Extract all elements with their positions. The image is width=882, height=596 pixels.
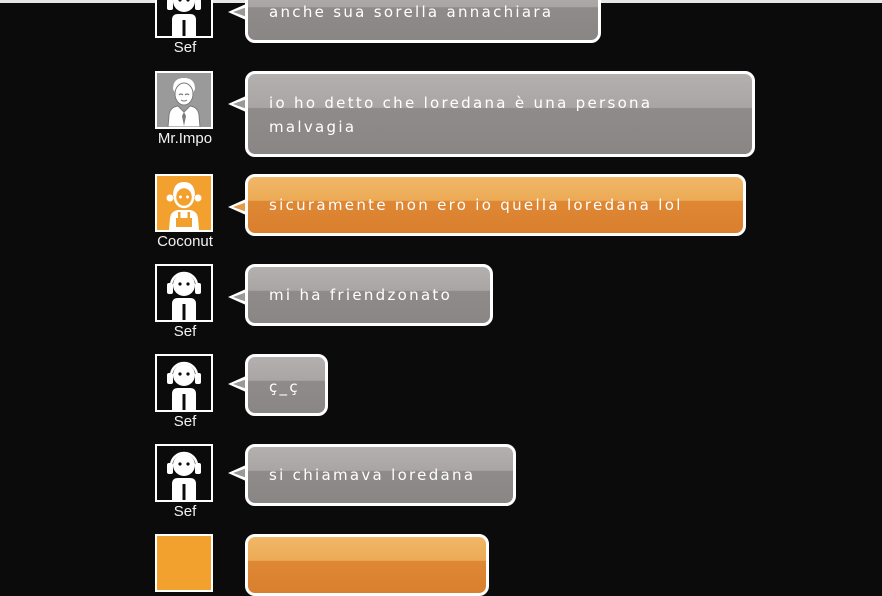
girl-user-icon (157, 176, 211, 230)
avatar[interactable] (155, 534, 213, 592)
bubble-tail (228, 289, 246, 305)
username[interactable]: Sef (173, 413, 197, 430)
avatar[interactable] (155, 174, 213, 232)
message-bubble (245, 264, 493, 326)
bubble-tail (228, 4, 246, 20)
avatar[interactable] (155, 264, 213, 322)
businessman-user-icon (157, 73, 211, 127)
message-bubble (245, 174, 746, 236)
username[interactable]: Mr.Impo (157, 130, 213, 147)
headphones-user-icon (157, 356, 211, 410)
message-bubble (245, 534, 489, 596)
message-bubble (245, 354, 328, 416)
bubble-tail (228, 465, 246, 481)
message-text: anche sua sorella annachiara (269, 3, 554, 21)
username[interactable]: Sef (173, 39, 197, 56)
avatar[interactable] (155, 444, 213, 502)
avatar[interactable] (155, 0, 213, 38)
message-text: mi ha friendzonato (269, 286, 453, 304)
bubble-tail (228, 376, 246, 392)
message-text: sicuramente non ero io quella loredana lol (269, 196, 683, 214)
message-bubble (245, 444, 516, 506)
message-text: si chiamava loredana (269, 466, 476, 484)
bubble-tail (228, 96, 246, 112)
message-bubble (245, 0, 601, 43)
headphones-user-icon (157, 0, 211, 36)
girl-user-icon (157, 536, 211, 590)
message-bubble (245, 71, 755, 157)
username[interactable]: Sef (173, 503, 197, 520)
username[interactable]: Coconut (157, 233, 213, 250)
message-text: ç_ç (269, 378, 300, 396)
avatar[interactable] (155, 71, 213, 129)
headphones-user-icon (157, 266, 211, 320)
bubble-tail (228, 199, 246, 215)
message-text: io ho detto che loredana è una persona malvagia (269, 94, 653, 136)
username[interactable]: Sef (173, 323, 197, 340)
headphones-user-icon (157, 446, 211, 500)
avatar[interactable] (155, 354, 213, 412)
